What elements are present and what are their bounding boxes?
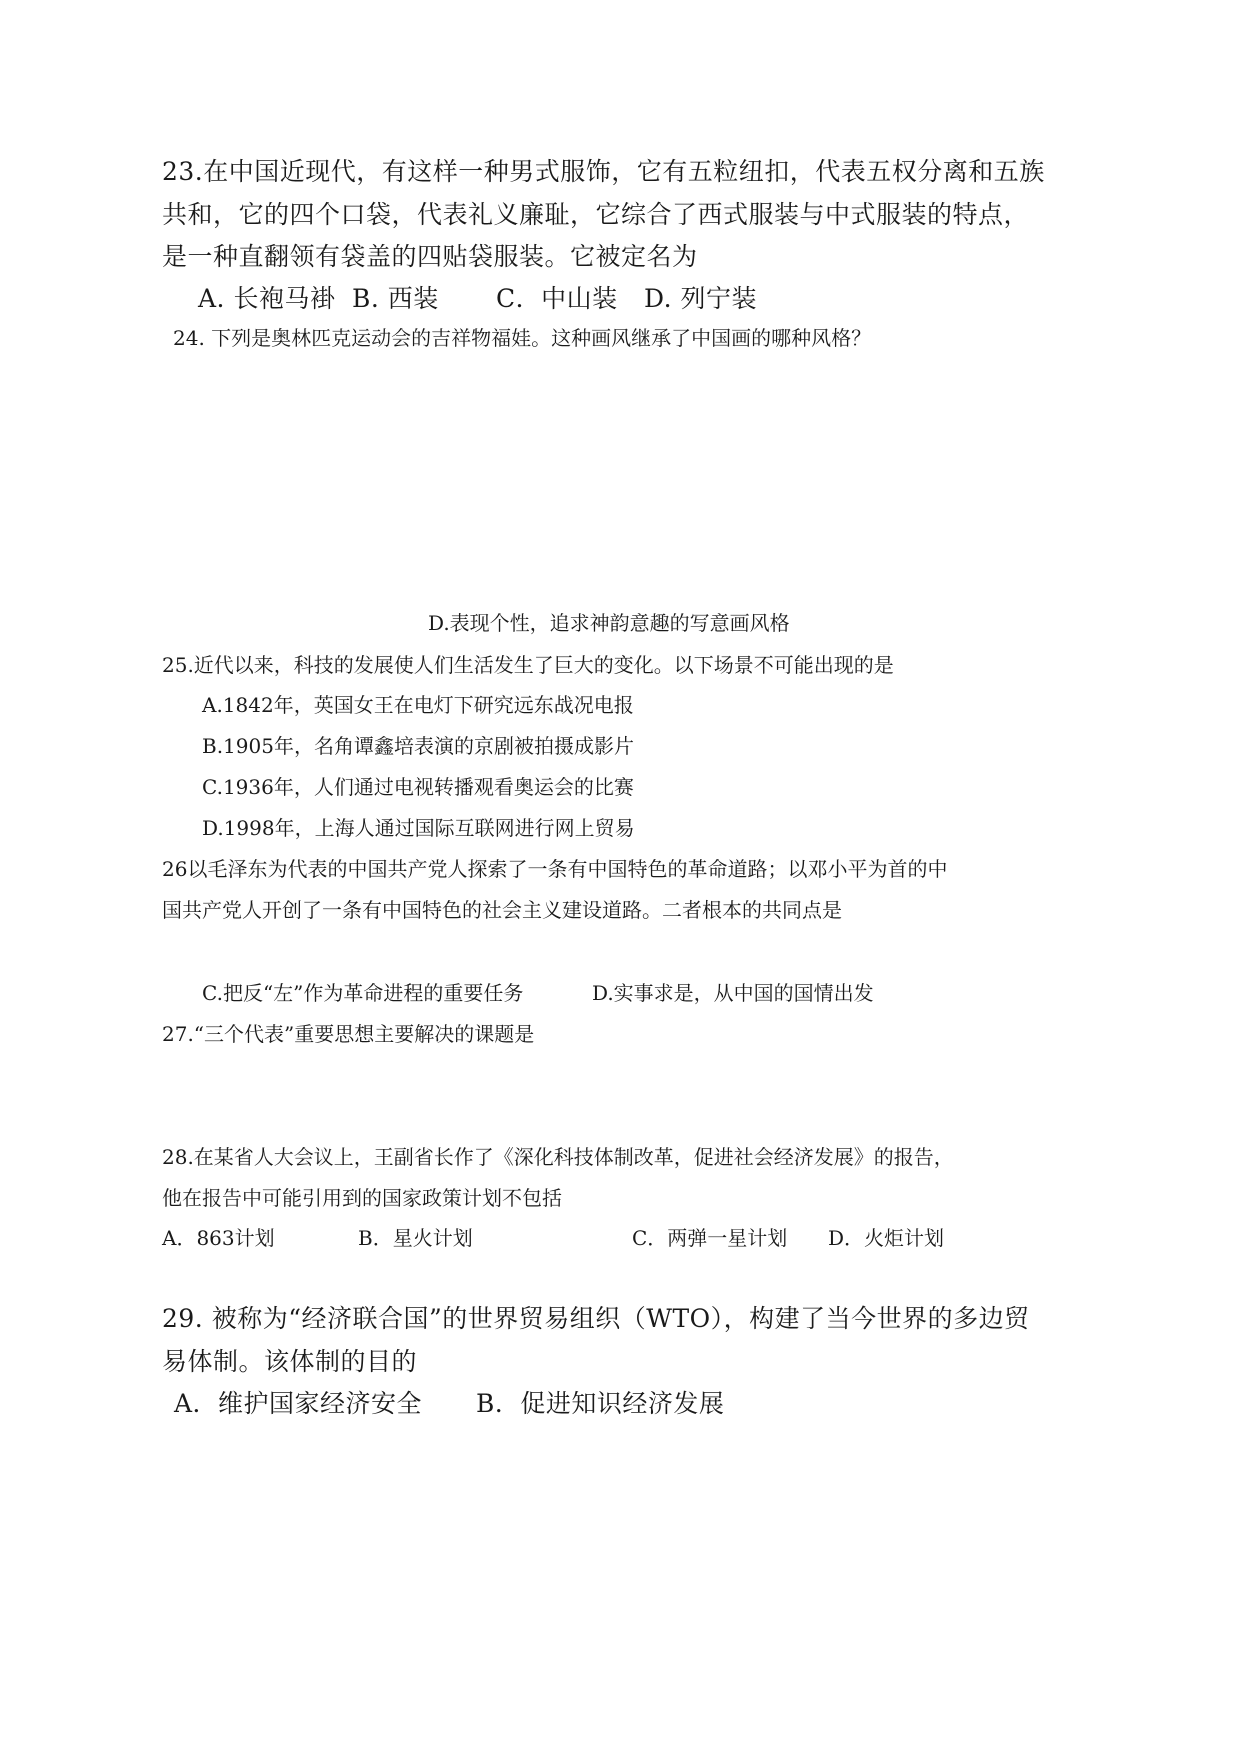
q23-line-1: 23.在中国近现代，有这样一种男式服饰，它有五粒纽扣，代表五权分离和五族 [162,157,1045,186]
q23-option-d: D. 列宁装 [644,284,758,313]
q23-line-3: 是一种直翻领有袋盖的四贴袋服装。它被定名为 [162,242,698,271]
q26-option-d: D.实事求是，从中国的国情出发 [592,981,874,1005]
q27-stem: 27.“三个代表”重要思想主要解决的课题是 [162,1022,535,1046]
q28-line-2: 他在报告中可能引用到的国家政策计划不包括 [162,1186,562,1210]
q25-option-c: C.1936年，人们通过电视转播观看奥运会的比赛 [202,775,634,799]
q28-option-d: D．火炬计划 [828,1226,945,1250]
q29-line-2: 易体制。该体制的目的 [162,1347,418,1376]
q23-line-2: 共和，它的四个口袋，代表礼义廉耻，它综合了西式服装与中式服装的特点， [162,200,1030,229]
q26-line-1: 26以毛泽东为代表的中国共产党人探索了一条有中国特色的革命道路；以邓小平为首的中 [162,857,948,881]
q24-option-d: D.表现个性，追求神韵意趣的写意画风格 [428,611,790,635]
q25-option-b: B.1905年，名角谭鑫培表演的京剧被拍摄成影片 [202,734,634,758]
q28-option-c: C．两弹一星计划 [632,1226,788,1250]
q26-line-2: 国共产党人开创了一条有中国特色的社会主义建设道路。二者根本的共同点是 [162,898,842,922]
q23-option-b: B. 西装 [352,284,439,313]
q26-option-c: C.把反“左”作为革命进程的重要任务 [202,981,524,1005]
q29-option-a: A．维护国家经济安全 [174,1389,423,1418]
q29-line-1: 29. 被称为“经济联合国”的世界贸易组织（WTO），构建了当今世界的多边贸 [162,1304,1030,1333]
q25-option-a: A.1842年，英国女王在电灯下研究远东战况电报 [202,693,634,717]
q28-option-a: A．863计划 [162,1226,275,1250]
q23-option-a: A. 长袍马褂 [198,284,336,313]
q25-option-d: D.1998年，上海人通过国际互联网进行网上贸易 [202,816,635,840]
q29-option-b: B．促进知识经济发展 [476,1389,725,1418]
q25-stem: 25.近代以来，科技的发展使人们生活发生了巨大的变化。以下场景不可能出现的是 [162,653,894,677]
q24-stem: 24. 下列是奥林匹克运动会的吉祥物福娃。这种画风继承了中国画的哪种风格？ [173,326,872,350]
q28-line-1: 28.在某省人大会议上，王副省长作了《深化科技体制改革，促进社会经济发展》的报告， [162,1145,954,1169]
q28-option-b: B．星火计划 [358,1226,473,1250]
q23-option-c: C．中山装 [496,284,618,313]
